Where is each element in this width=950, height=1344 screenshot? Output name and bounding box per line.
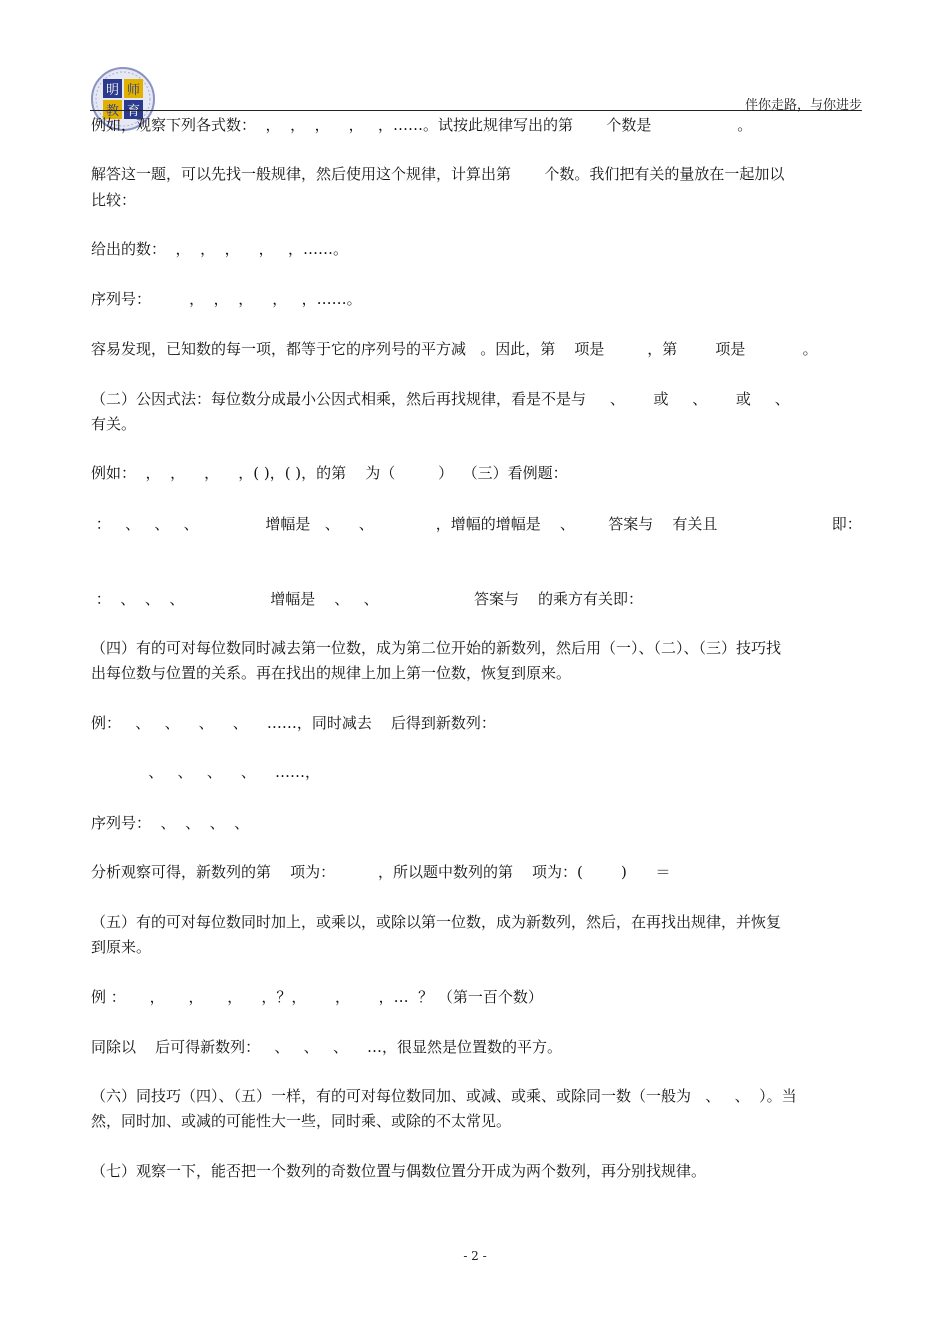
text-line: 序列号： ， ， ， ， ，……。 xyxy=(91,290,362,308)
text-line: 到原来。 xyxy=(91,938,152,956)
logo-char-3: 教 xyxy=(105,104,120,119)
header-slogan: 伴你走路，与你进步 xyxy=(744,98,862,113)
text-line: 解答这一题，可以先找一般规律，然后使用这个规律，计算出第 个数。我们把有关的量放在一起加以 xyxy=(91,165,785,183)
text-line: 分析观察可得，新数列的第 项为： ，所以题中数列的第 项为：( ) ＝ xyxy=(91,863,671,881)
text-line: 出每位数与位置的关系。再在找出的规律上加上第一位数，恢复到原来。 xyxy=(91,664,572,682)
text-line: （七）观察一下，能否把一个数列的奇数位置与偶数位置分开成为两个数列，再分别找规律。 xyxy=(91,1162,707,1180)
text-line: 例如： ， ， ， ，( )，( )，的第 为（ ） （三）看例题： xyxy=(91,464,568,482)
text-line: （五）有的可对每位数同时加上，或乘以，或除以第一位数，成为新数列，然后，在再找出规律，并恢复 xyxy=(91,913,782,931)
header-divider xyxy=(90,110,862,111)
text-line: 比较： xyxy=(91,191,137,209)
text-line: （二）公因式法：每位数分成最小公因式相乘，然后再找规律，看是不是与 、 或 、 或 、 xyxy=(91,390,790,408)
text-line: （四）有的可对每位数同时减去第一位数，成为第二位开始的新数列，然后用（一）、（二）、（三）技巧找 xyxy=(91,639,782,657)
page-number: - 2 - xyxy=(463,1249,487,1263)
logo-char-4: 育 xyxy=(126,104,141,119)
text-line: 然，同时加、或减的可能性大一些，同时乘、或除的不太常见。 xyxy=(91,1112,512,1130)
text-line: 同除以 后可得新数列： 、 、 、 …，很显然是位置数的平方。 xyxy=(91,1038,563,1056)
text-line: ： 、 、 、 增幅是 、 、 答案与 的乘方有关即： xyxy=(91,590,644,608)
text-line: 、 、 、 、 ……， xyxy=(91,763,320,781)
text-line: 有关。 xyxy=(91,415,137,433)
text-line: 例 ： ， ， ， ，？， ， ，… ？ （第一百个数） xyxy=(91,988,543,1006)
text-line: 容易发现，已知数的每一项，都等于它的序列号的平方减 。因此，第 项是 ，第 项是 。 xyxy=(91,340,818,358)
logo-char-1: 明 xyxy=(105,83,120,98)
logo-char-2: 师 xyxy=(126,83,141,98)
text-line: 例如，观察下列各式数： ， ， ， ， ，……。试按此规律写出的第 个数是 。 xyxy=(91,116,753,134)
text-line: 序列号： 、 、 、 、 xyxy=(91,814,250,832)
text-line: （六）同技巧（四）、（五）一样，有的可对每位数同加、或减、或乘、或除同一数（一般为 、 、 ）。当 xyxy=(91,1087,797,1105)
text-line: ： 、 、 、 增幅是 、 、 ，增幅的增幅是 、 答案与 有关且 即： xyxy=(91,515,862,533)
page-header xyxy=(90,66,862,119)
text-line: 给出的数： ， ， ， ， ，……。 xyxy=(91,240,348,258)
text-line: 例： 、 、 、 、 ……，同时减去 后得到新数列： xyxy=(91,714,496,732)
